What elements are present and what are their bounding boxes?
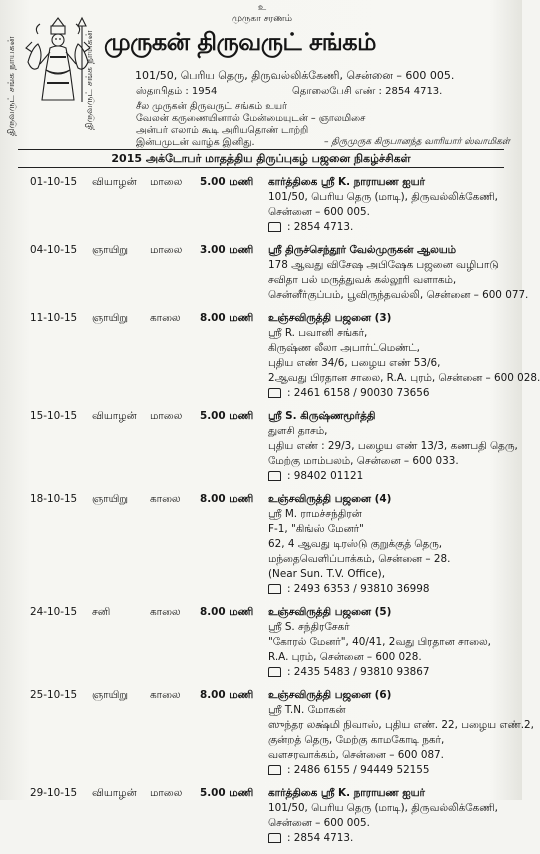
event-time: 5.00 மணி [200, 787, 254, 799]
event-address-line: 2ஆவது பிரதான சாலை, R.A. புரம், சென்னை – 600 028. [268, 372, 540, 384]
event-date: 04-10-15 [30, 244, 78, 256]
event-details [268, 786, 504, 846]
event-day: வியாழன் [92, 410, 137, 422]
program-title: 2015 அக்டோபர் மாதத்திய திருப்புகழ் பஜனை நிகழ்ச்சிகள் [111, 152, 411, 165]
verse-line: சீல முருகன் திருவருட் சங்கம் உயர் [136, 101, 287, 112]
event-address-line: (Near Sun. T.V. Office), [268, 568, 386, 580]
telephone-icon [268, 667, 281, 677]
event-time: 3.00 மணி [200, 244, 254, 256]
telephone-icon [268, 584, 281, 594]
event-phone [268, 831, 504, 846]
title-rule-top [18, 149, 504, 150]
event-details [268, 605, 504, 680]
event-session: மாலை [150, 244, 183, 256]
event-row [18, 688, 534, 778]
event-session: மாலை [150, 410, 183, 422]
event-details [268, 243, 529, 303]
telephone-icon [268, 471, 281, 481]
event-title: உஞ்சவிருத்தி பஜனை (3) [268, 312, 392, 324]
event-details [268, 688, 534, 778]
event-address-line: 62, 4 ஆவது டிரஸ்டு குறுக்குத் தெரு, [268, 538, 443, 550]
organization-phone: தொலைபேசி எண் : 2854 4713. [292, 86, 443, 97]
event-address-line: F-1, "கிங்ஸ் மேனர்" [268, 523, 364, 535]
event-session: காலை [150, 689, 181, 701]
event-address-line: மந்தைவெளிப்பாக்கம், சென்னை – 28. [268, 553, 451, 565]
event-row [18, 492, 504, 597]
event-address-line: ஸ்ரீ M. ராமச்சந்திரன் [268, 508, 362, 520]
event-date: 25-10-15 [30, 689, 78, 701]
event-date: 01-10-15 [30, 176, 78, 188]
side-caption-left: திருவருட் சங்க நாயகன் [7, 36, 17, 136]
event-list [18, 175, 540, 854]
event-time: 5.00 மணி [200, 176, 254, 188]
event-address-line: புதிய எண் : 29/3, பழைய எண் 13/3, கணபதி தெரு, [268, 440, 518, 452]
event-details [268, 409, 518, 484]
event-address-line: குன்றத் தெரு, மேற்கு காமகோடி நகர், [268, 734, 445, 746]
event-day: வியாழன் [92, 176, 137, 188]
event-address-line: துளசி தாசம், [268, 425, 328, 437]
event-phone-number: : 2854 4713. [287, 832, 354, 844]
event-phone-number: : 2493 6353 / 93810 36998 [287, 583, 430, 595]
title-rule-bottom [18, 167, 504, 168]
event-row [18, 311, 540, 401]
event-session: காலை [150, 606, 181, 618]
verse-line: வேலன் கருணையினால் மேன்மையுடன் – ஞாலமிசை [136, 113, 366, 124]
telephone-icon [268, 222, 281, 232]
event-phone [268, 220, 504, 235]
event-row [18, 243, 529, 303]
event-phone-number: : 2461 6158 / 90030 73656 [287, 387, 430, 399]
event-title: உஞ்சவிருத்தி பஜனை (4) [268, 493, 392, 505]
event-address-line: சென்னை – 600 005. [268, 206, 370, 218]
event-date: 29-10-15 [30, 787, 78, 799]
event-session: காலை [150, 312, 181, 324]
event-row [18, 605, 504, 680]
event-address-line: சென்னீர்குப்பம், பூவிருந்தவல்லி, சென்னை – 600 077. [268, 289, 529, 301]
event-title: கார்த்திகை ஸ்ரீ K. நாராயண ஐயர் [268, 787, 425, 799]
event-phone-number: : 2854 4713. [287, 221, 354, 233]
event-time: 8.00 மணி [200, 312, 254, 324]
event-time: 8.00 மணி [200, 689, 254, 701]
om-symbol: உ [258, 3, 267, 13]
verse-line: இன்பமுடன் வாழ்க இனிது. [136, 137, 255, 148]
event-address-line: வளசரவாக்கம், சென்னை – 600 087. [268, 749, 444, 761]
event-day: ஞாயிறு [92, 493, 128, 505]
side-caption-right: திருவருட் சங்க நாயகன் [85, 30, 95, 130]
event-address-line: கிருஷ்ண லீலா அபார்ட்மெண்ட், [268, 342, 420, 354]
event-phone-number: : 2435 5483 / 93810 93867 [287, 666, 430, 678]
event-phone [268, 582, 504, 597]
event-date: 11-10-15 [30, 312, 78, 324]
verse-attribution: – திருமுருக கிருபானந்த வாரியார் ஸ்வாமிகள் [324, 137, 510, 147]
event-address-line: ஸுந்தர லக்ஷ்மி நிவாஸ், புதிய எண். 22, பழைய எண்.2, [268, 719, 534, 731]
event-address-line: ஸ்ரீ R. பவானி சங்கர், [268, 327, 368, 339]
event-details [268, 175, 504, 235]
event-phone-number: : 98402 01121 [287, 470, 364, 482]
event-address-line: ஸ்ரீ S. சந்திரசேகர் [268, 621, 350, 633]
event-details [268, 311, 540, 401]
event-row [18, 409, 518, 484]
event-details [268, 492, 504, 597]
organization-address: 101/50, பெரிய தெரு, திருவல்லிக்கேணி, சென்னை – 600 005. [135, 69, 455, 82]
event-time: 5.00 மணி [200, 410, 254, 422]
event-date: 18-10-15 [30, 493, 78, 505]
event-title: ஸ்ரீ திருச்செந்தூர் வேல்முருகன் ஆலயம் [268, 244, 457, 256]
event-session: மாலை [150, 176, 183, 188]
event-row [18, 175, 504, 235]
event-title: உஞ்சவிருத்தி பஜனை (5) [268, 606, 392, 618]
event-address-line: 101/50, பெரிய தெரு (மாடி), திருவல்லிக்கேணி, [268, 191, 498, 203]
event-phone-number: : 2486 6155 / 94449 52155 [287, 764, 430, 776]
event-day: ஞாயிறு [92, 244, 128, 256]
event-phone [268, 386, 504, 401]
event-day: வியாழன் [92, 787, 137, 799]
event-title: ஸ்ரீ S. கிருஷ்ணமூர்த்தி [268, 410, 376, 422]
organization-name: முருகன் திருவருட் சங்கம் [104, 28, 376, 56]
event-address-line: "கோரல் மேனர்", 40/41, 2வது பிரதான சாலை, [268, 636, 491, 648]
event-date: 15-10-15 [30, 410, 78, 422]
telephone-icon [268, 765, 281, 775]
event-title: கார்த்திகை ஸ்ரீ K. நாராயண ஐயர் [268, 176, 425, 188]
event-session: மாலை [150, 787, 183, 799]
event-address-line: ஸ்ரீ T.N. மோகன் [268, 704, 346, 716]
verse-line: அன்பர் எலாம் கூடி அரியதொண் டாற்றி [136, 125, 309, 136]
event-day: ஞாயிறு [92, 312, 128, 324]
event-date: 24-10-15 [30, 606, 78, 618]
event-address-line: சவிதா பல் மருத்துவக் கல்லூரி வளாகம், [268, 274, 457, 286]
event-phone [268, 763, 504, 778]
invocation-text: முருகா சரணம் [232, 14, 292, 24]
event-phone [268, 469, 504, 484]
event-time: 8.00 மணி [200, 493, 254, 505]
event-day: ஞாயிறு [92, 689, 128, 701]
event-title: உஞ்சவிருத்தி பஜனை (6) [268, 689, 392, 701]
event-address-line: 178 ஆவது விசேஷ அபிஷேக பஜனை வழிபாடு [268, 259, 499, 271]
established-year: ஸ்தாபிதம் : 1954 [136, 86, 218, 97]
telephone-icon [268, 833, 281, 843]
event-address-line: சென்னை – 600 005. [268, 817, 370, 829]
event-phone [268, 665, 504, 680]
event-row [18, 786, 504, 846]
event-time: 8.00 மணி [200, 606, 254, 618]
telephone-icon [268, 388, 281, 398]
event-address-line: 101/50, பெரிய தெரு (மாடி), திருவல்லிக்கேணி, [268, 802, 498, 814]
event-day: சனி [92, 606, 111, 618]
event-address-line: புதிய எண் 34/6, பழைய எண் 53/6, [268, 357, 441, 369]
event-address-line: R.A. புரம், சென்னை – 600 028. [268, 651, 422, 663]
event-address-line: மேற்கு மாம்பலம், சென்னை – 600 033. [268, 455, 459, 467]
event-session: காலை [150, 493, 181, 505]
